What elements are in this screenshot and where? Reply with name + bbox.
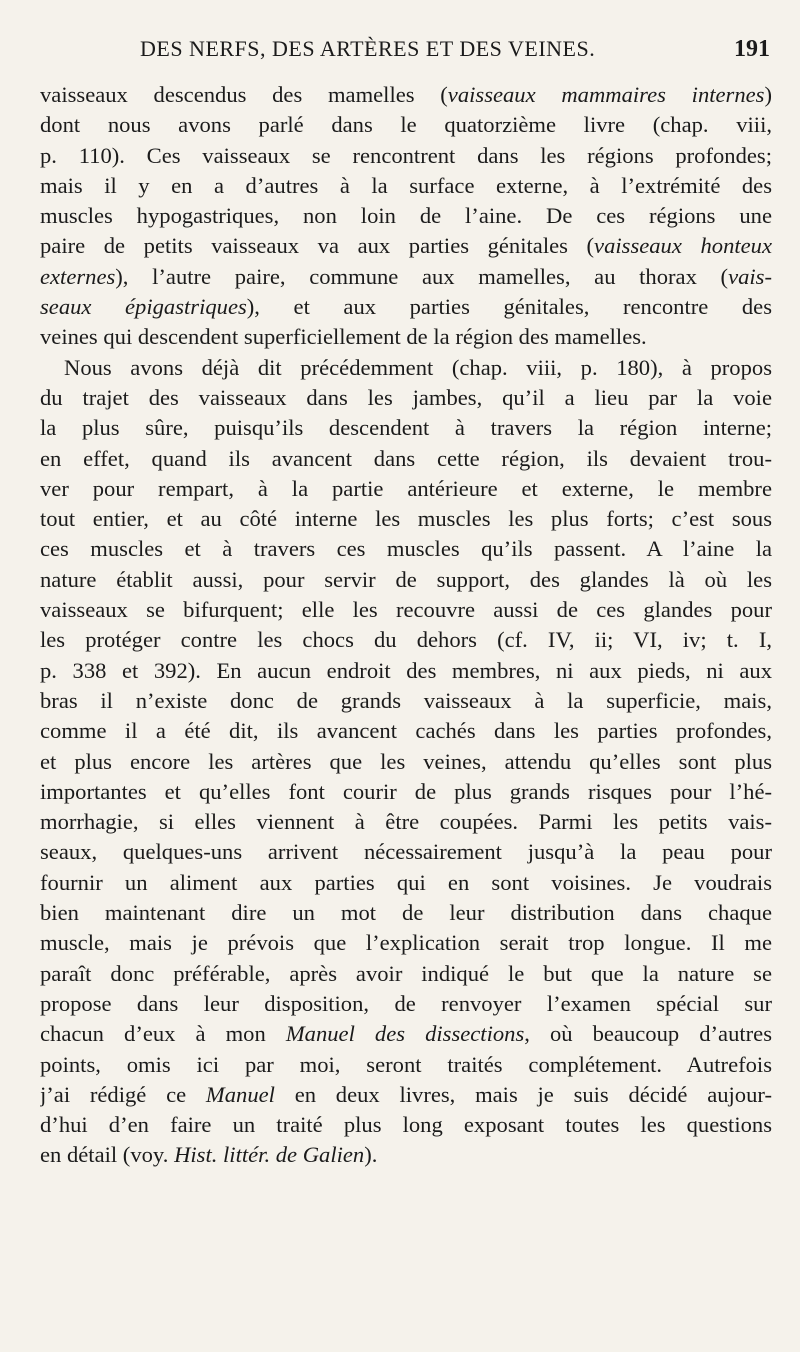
paragraph bbox=[40, 80, 772, 353]
text-line bbox=[40, 534, 772, 564]
text-line bbox=[40, 1080, 772, 1110]
text-line bbox=[40, 413, 772, 443]
text-run: la plus sûre, puisqu’ils descendent à travers la région interne; bbox=[40, 415, 772, 441]
text-line bbox=[40, 474, 772, 504]
text-line bbox=[40, 444, 772, 474]
text-run: paire de petits vaisseaux va aux parties génitales ( bbox=[40, 233, 595, 259]
text-run: fournir un aliment aux parties qui en sont voisines. Je voudrais bbox=[40, 869, 772, 895]
text-run: , où beaucoup d’autres bbox=[524, 1021, 772, 1047]
italic-text: Manuel des dissections bbox=[285, 1021, 525, 1047]
text-run: bien maintenant dire un mot de leur distribution dans chaque bbox=[40, 900, 772, 926]
text-run: ) bbox=[764, 82, 772, 107]
italic-text: vaisseaux honteux bbox=[594, 233, 772, 259]
text-run: du trajet des vaisseaux dans les jambes, qu’il a lieu par la voie bbox=[40, 384, 772, 410]
text-run: p. 338 et 392). En aucun endroit des membres, ni aux pieds, ni aux bbox=[40, 657, 772, 683]
text-line bbox=[40, 686, 772, 716]
text-run: nature établit aussi, pour servir de support, des glandes là où les bbox=[40, 566, 772, 592]
text-run: ces muscles et à travers ces muscles qu’ils passent. A l’aine la bbox=[40, 536, 772, 562]
text-line bbox=[40, 959, 772, 989]
text-run: p. 110). Ces vaisseaux se rencontrent dans les régions profondes; bbox=[40, 142, 772, 168]
text-line bbox=[40, 625, 772, 655]
paragraph bbox=[40, 353, 772, 1171]
text-line bbox=[40, 231, 772, 261]
text-run: d’hui d’en faire un traité plus long exposant toutes les questions bbox=[40, 1112, 772, 1138]
text-run: ), l’autre paire, commune aux mamelles, au thorax ( bbox=[115, 263, 729, 289]
text-line bbox=[40, 1110, 772, 1140]
text-line bbox=[40, 1019, 772, 1049]
text-run: points, omis ici par moi, seront traités complétement. Autrefois bbox=[40, 1051, 772, 1077]
text-line bbox=[40, 777, 772, 807]
text-run: en détail (voy. bbox=[40, 1142, 175, 1168]
text-line bbox=[40, 565, 772, 595]
text-run: comme il a été dit, ils avancent cachés dans les parties profondes, bbox=[40, 718, 772, 744]
text-run: ). bbox=[364, 1142, 378, 1168]
text-run: en deux livres, mais je suis décidé aujour- bbox=[274, 1081, 772, 1107]
italic-text: Manuel bbox=[205, 1081, 275, 1107]
italic-text: externes bbox=[40, 263, 116, 289]
text-line bbox=[40, 353, 772, 383]
text-run: les protéger contre les chocs du dehors (cf. IV, ii; VI, iv; t. I, bbox=[40, 627, 772, 653]
text-run: morrhagie, si elles viennent à être coupées. Parmi les petits vais- bbox=[40, 809, 772, 835]
show-through-line bbox=[190, 1140, 770, 1167]
text-line bbox=[40, 747, 772, 777]
text-line bbox=[40, 807, 772, 837]
text-run: paraît donc préférable, après avoir indiqué le but que la nature se bbox=[40, 960, 772, 986]
text-run: propose dans leur disposition, de renvoyer l’examen spécial sur bbox=[40, 990, 772, 1016]
text-line bbox=[40, 141, 772, 171]
text-run: veines qui descendent superficiellement de la région des mamelles. bbox=[40, 324, 647, 350]
italic-text: Hist. littér. de Galien bbox=[174, 1142, 365, 1168]
text-run: importantes et qu’elles font courir de plus grands risques pour l’hé- bbox=[40, 778, 772, 804]
text-run: seaux, quelques-uns arrivent nécessairement jusqu’à la peau pour bbox=[40, 839, 772, 865]
text-line bbox=[40, 201, 772, 231]
text-run: muscles hypogastriques, non loin de l’aine. De ces régions une bbox=[40, 203, 772, 229]
text-line bbox=[40, 171, 772, 201]
text-line bbox=[40, 110, 772, 140]
text-run: dont nous avons parlé dans le quatorzième livre (chap. viii, bbox=[40, 112, 772, 138]
italic-text: vais- bbox=[728, 263, 772, 289]
text-run: muscle, mais je prévois que l’explication serait trop longue. Il me bbox=[40, 930, 772, 956]
text-line bbox=[40, 383, 772, 413]
text-line bbox=[40, 595, 772, 625]
body-text bbox=[40, 80, 772, 1171]
text-run: j’ai rédigé ce bbox=[40, 1081, 206, 1107]
italic-text: vaisseaux mammaires internes bbox=[447, 82, 765, 107]
text-line bbox=[40, 928, 772, 958]
text-run: chacun d’eux à mon bbox=[40, 1021, 286, 1047]
running-title: DES NERFS, DES ARTÈRES ET DES VEINES. bbox=[140, 36, 596, 61]
text-line bbox=[40, 837, 772, 867]
text-run: ), et aux parties génitales, rencontre des bbox=[246, 294, 772, 320]
text-run: et plus encore les artères que les veines, attendu qu’elles sont plus bbox=[40, 748, 772, 774]
text-line bbox=[40, 868, 772, 898]
text-run: vaisseaux descendus des mamelles ( bbox=[40, 82, 448, 107]
text-line bbox=[40, 322, 772, 352]
text-run: vaisseaux se bifurquent; elle les recouvre aussi de ces glandes pour bbox=[40, 597, 772, 623]
text-line bbox=[40, 716, 772, 746]
text-line bbox=[40, 1050, 772, 1080]
text-run: en effet, quand ils avancent dans cette région, ils devaient trou- bbox=[40, 445, 772, 471]
text-line bbox=[40, 898, 772, 928]
text-run: mais il y en a d’autres à la surface externe, à l’extrémité des bbox=[40, 172, 772, 198]
text-run: bras il n’existe donc de grands vaisseaux à la superficie, mais, bbox=[40, 687, 772, 713]
text-line bbox=[40, 292, 772, 322]
text-line bbox=[40, 989, 772, 1019]
italic-text: seaux épigastriques bbox=[40, 294, 247, 320]
text-run: ver pour rempart, à la partie antérieure et externe, le membre bbox=[40, 475, 772, 501]
show-through-text bbox=[190, 1140, 770, 1167]
running-head bbox=[40, 36, 770, 76]
text-line bbox=[40, 80, 772, 110]
text-run: Nous avons déjà dit précédemment (chap. viii, p. 180), à propos bbox=[64, 354, 772, 380]
text-line bbox=[40, 504, 772, 534]
page-number: 191 bbox=[734, 36, 770, 62]
text-line bbox=[40, 656, 772, 686]
text-line bbox=[40, 262, 772, 292]
text-run: tout entier, et au côté interne les muscles les plus forts; c’est sous bbox=[40, 506, 772, 532]
